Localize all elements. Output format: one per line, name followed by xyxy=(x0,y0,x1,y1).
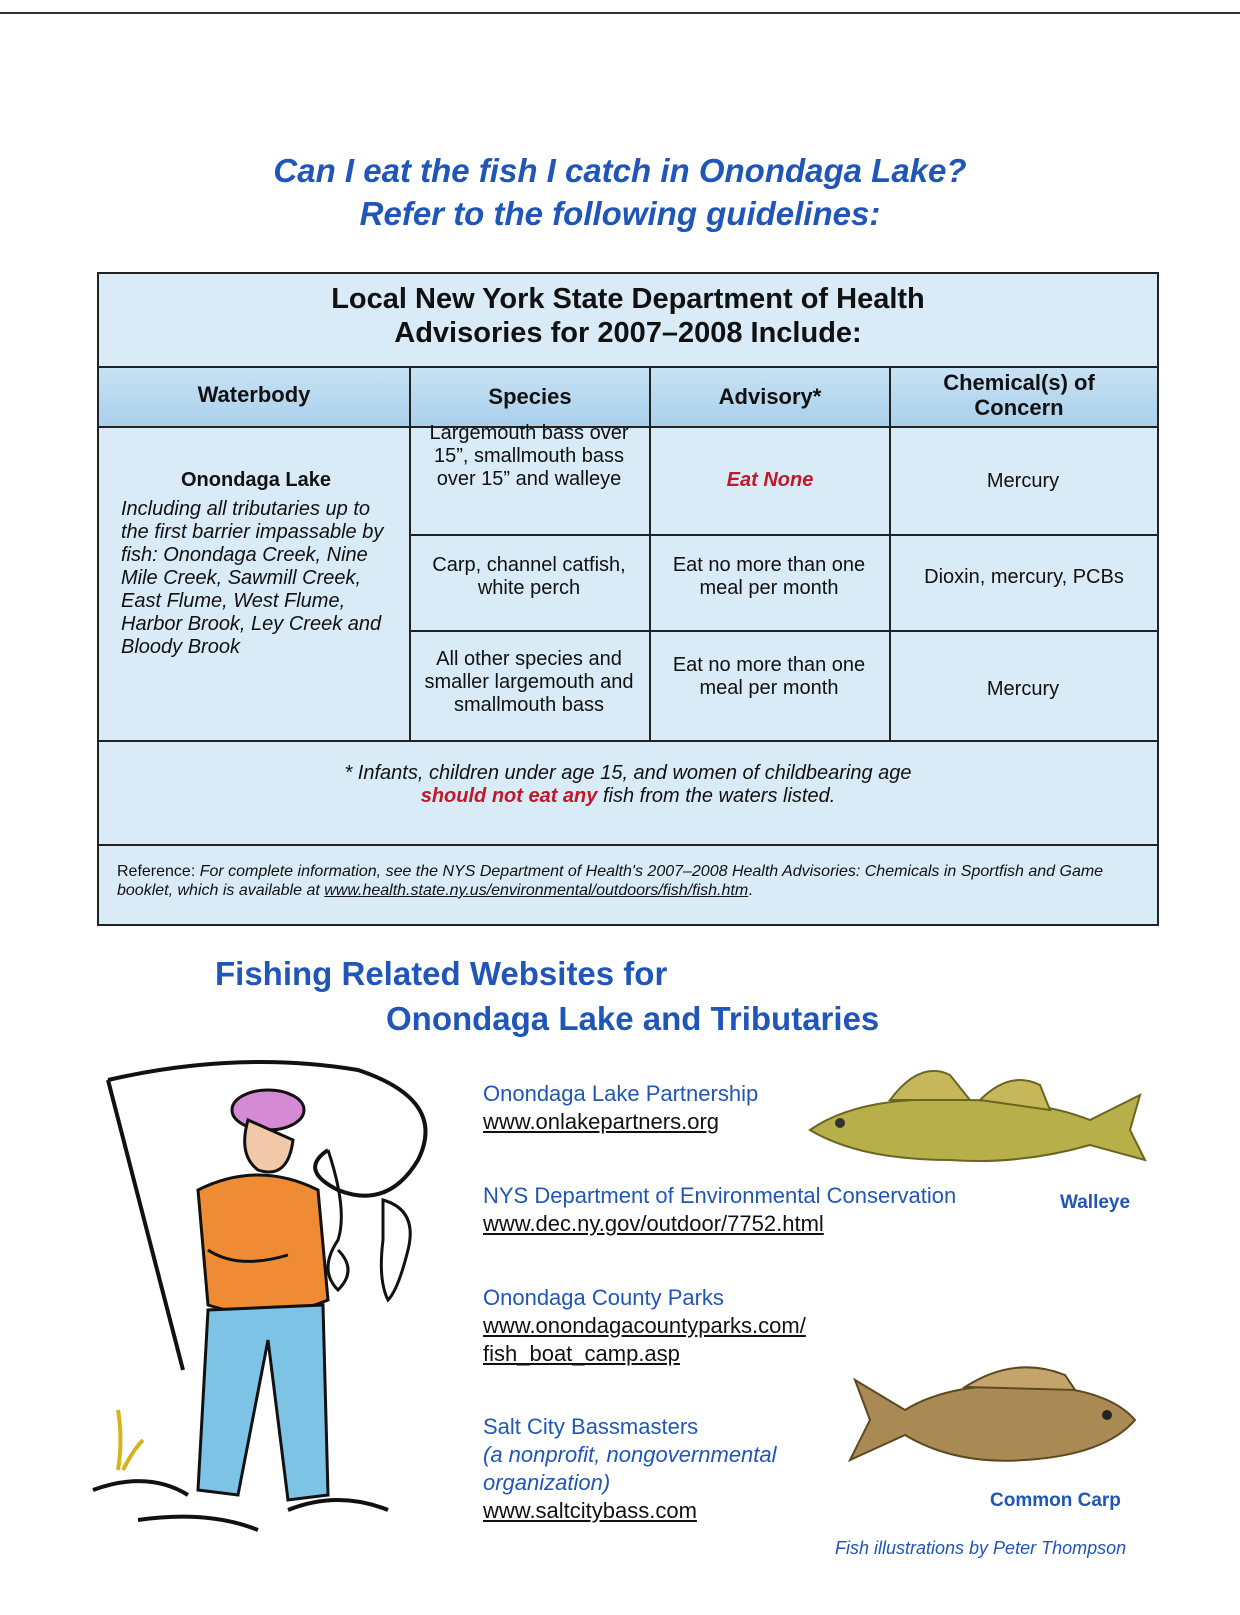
chemical-cell: Mercury xyxy=(986,678,1060,700)
advisory-note: * Infants, children under age 15, and women of childbearing age should not eat any fish from the waters listed. xyxy=(344,762,912,807)
website-item xyxy=(483,1413,813,1525)
table-divider xyxy=(649,366,651,740)
carp-caption: Common Carp xyxy=(990,1490,1121,1511)
reference-link[interactable]: www.health.state.ny.us/environmental/outdoors/fish/fish.htm xyxy=(324,882,749,899)
advisory-cell: Eat no more than one meal per month xyxy=(672,654,866,699)
website-name: NYS Department of Environmental Conservation xyxy=(483,1183,957,1208)
website-name: Onondaga Lake Partnership xyxy=(483,1081,759,1106)
website-link[interactable]: www.onlakepartners.org xyxy=(483,1109,720,1134)
page-subtitle: Refer to the following guidelines: xyxy=(359,195,881,232)
website-link[interactable]: www.onondagacountyparks.com/ xyxy=(483,1313,806,1338)
websites-title: Fishing Related Websites for xyxy=(215,955,668,992)
websites-subtitle: Onondaga Lake and Tributaries xyxy=(386,1000,880,1037)
website-link[interactable]: www.dec.ny.gov/outdoor/7752.html xyxy=(483,1211,824,1236)
website-name: Salt City Bassmasters xyxy=(483,1414,699,1439)
website-item xyxy=(483,1182,956,1238)
page-title: Can I eat the fish I catch in Onondaga Lake? xyxy=(273,152,967,189)
fisherman-illustration xyxy=(88,1040,458,1540)
website-name: Onondaga County Parks xyxy=(483,1285,724,1310)
reference-text: Reference: For complete information, see the NYS Department of Health's 2007–2008 Health Advisories: Chemicals in Sportfish and Game booklet, which is available at www.health.state.ny.us/environmental/outdoors/fish/fish.htm. xyxy=(117,863,1104,899)
chemical-cell: Dioxin, mercury, PCBs xyxy=(924,566,1124,588)
website-note: (a nonprofit, nongovernmental organization) xyxy=(483,1442,777,1495)
advisory-table xyxy=(97,272,1159,926)
header-species: Species xyxy=(488,384,572,409)
carp-illustration xyxy=(845,1355,1145,1480)
chemical-cell: Mercury xyxy=(986,470,1060,492)
header-advisory: Advisory* xyxy=(718,384,822,409)
waterbody-cell xyxy=(121,469,391,659)
header-waterbody: Waterbody xyxy=(197,382,311,407)
species-cell: All other species and smaller largemouth and smallmouth bass xyxy=(424,648,634,716)
table-divider xyxy=(409,630,1157,632)
website-item xyxy=(483,1080,758,1136)
top-rule xyxy=(0,12,1240,14)
table-divider xyxy=(409,534,1157,536)
website-item xyxy=(483,1284,806,1368)
waterbody-name: Onondaga Lake xyxy=(180,469,332,491)
warning-text: should not eat any xyxy=(420,785,598,807)
table-divider xyxy=(409,366,411,740)
advisory-cell: Eat no more than one meal per month xyxy=(672,554,866,599)
walleye-caption: Walleye xyxy=(1060,1192,1131,1213)
header-chemicals: Chemical(s) of Concern xyxy=(943,370,1095,420)
website-link[interactable]: www.saltcitybass.com xyxy=(483,1498,697,1523)
advisory-title: Local New York State Department of Health Advisories for 2007–2008 Include: xyxy=(331,283,925,349)
waterbody-description: Including all tributaries up to the first barrier impassable by fish: Onondaga Creek, Nine Mile Creek, Sawmill Creek, East Flume, West Flume, Harbor Brook, Ley Creek and Bloody Brook xyxy=(121,498,384,658)
table-divider xyxy=(99,844,1157,846)
website-link-continued[interactable]: fish_boat_camp.asp xyxy=(483,1341,680,1366)
illustration-credit: Fish illustrations by Peter Thompson xyxy=(835,1538,1127,1558)
species-cell: Carp, channel catfish, white perch xyxy=(432,554,626,599)
walleye-illustration xyxy=(800,1055,1150,1185)
table-divider xyxy=(99,740,1157,742)
species-cell: Largemouth bass over 15”, smallmouth bass over 15” and walleye xyxy=(429,422,629,490)
advisory-cell: Eat None xyxy=(726,469,814,491)
